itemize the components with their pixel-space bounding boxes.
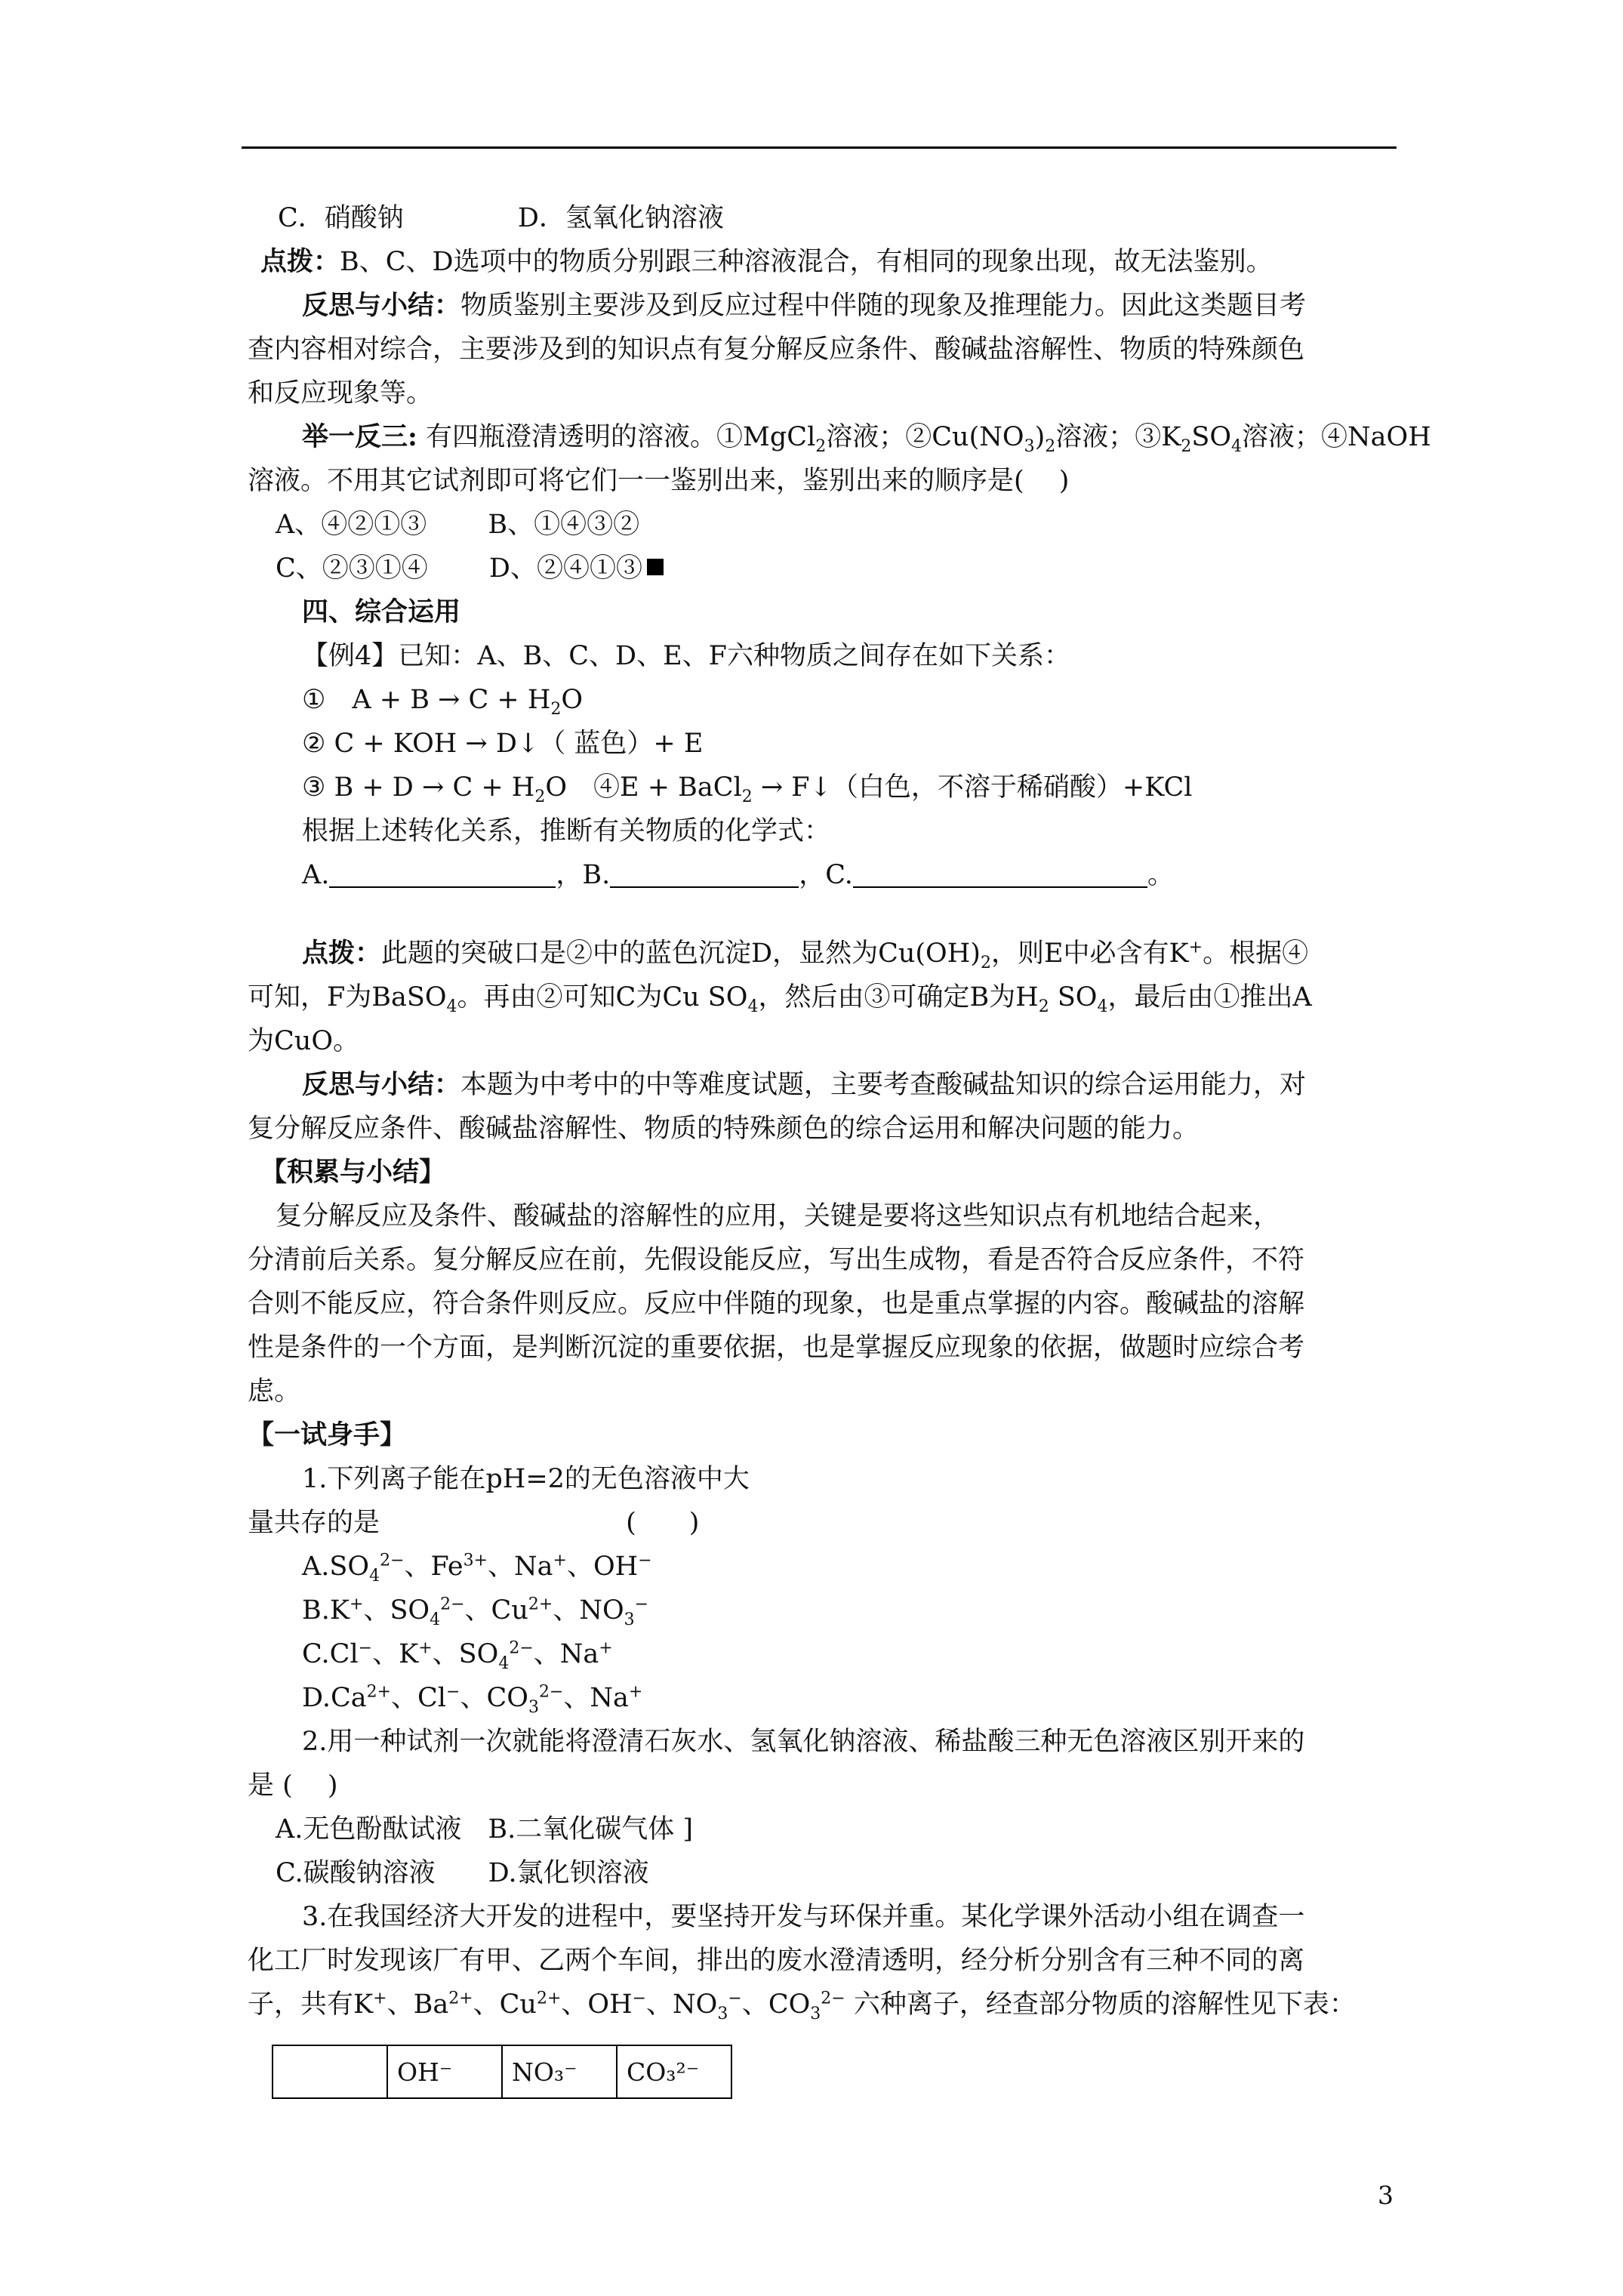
question-2-options-ab: A.无色酚酞试液 B.二氧化碳气体 ] <box>276 1814 694 1845</box>
reflection-2-line-1: 反思与小结：本题为中考中的中等难度试题，主要考查酸碱盐知识的综合运用能力，对 <box>302 1069 1307 1100</box>
question-2-options-cd: C.碳酸钠溶液 D.氯化钡溶液 <box>276 1858 649 1888</box>
example-4-line: 【例4】已知：A、B、C、D、E、F六种物质之间存在如下关系： <box>302 641 1070 671</box>
table-row <box>273 2045 731 2098</box>
header-rule <box>242 146 1397 149</box>
table-header-no3: NO₃⁻ <box>502 2045 617 2098</box>
reflection-2-line-2: 复分解反应条件、酸碱盐溶解性、物质的特殊颜色的综合运用和解决问题的能力。 <box>248 1114 1200 1144</box>
practice-heading: 【一试身手】 <box>248 1419 407 1450</box>
summary-line-4: 性是条件的一个方面，是判断沉淀的重要依据，也是掌握反应现象的依据，做题时应综合考 <box>248 1333 1305 1363</box>
hint-2-line-2: 可知，F为BaSO$_4$。再由②可知C为Cu $SO_4$，然后由③可确定B为$H_2$ $SO_4$，最后由①推出A <box>248 982 1312 1016</box>
question-3-line-3: 子，共有K+、$Ba^{2+}$、$Cu^{2+}$、OH−、$NO_3^-$、$CO_3^{2-}$ 六种离子，经查部分物质的溶解性见下表： <box>248 1989 1356 2023</box>
summary-line-3: 合则不能反应，符合条件则反应。反应中伴随的现象，也是重点掌握的内容。酸碱盐的溶解 <box>248 1289 1305 1319</box>
solubility-table <box>272 2045 732 2099</box>
option-line-cd: C．硝酸钠 D．氢氧化钠溶液 <box>278 203 724 233</box>
exercise-options-cd: C、②③①④ D、②④①③ <box>276 551 664 586</box>
page-number: 3 <box>1378 2180 1394 2210</box>
question-1-option-a: $A.SO_4^{2-}$、$Fe^{3+}$、Na+、OH− <box>302 1551 652 1586</box>
reflection-line-3: 和反应现象等。 <box>248 378 433 408</box>
question-2-line-2: 是 ( ) <box>248 1771 338 1801</box>
exercise-line-2: 溶液。不用其它试剂即可将它们一一鉴别出来，鉴别出来的顺序是( ) <box>248 466 1070 496</box>
hint-2-line-3: 为CuO。 <box>248 1026 360 1056</box>
relation-1: ① $A + B \to C + H_2O$ <box>302 685 584 719</box>
hint-2-line-1: 点拨：此题的突破口是②中的蓝色沉淀D，显然为$Cu(OH)_2$，则E中必含有K+。根据④ <box>302 938 1309 972</box>
section-heading: 四、综合运用 <box>302 596 461 627</box>
question-3-line-2: 化工厂时发现该厂有甲、乙两个车间，排出的废水澄清透明，经分析分别含有三种不同的离 <box>248 1946 1305 1976</box>
relation-2: ② C + KOH → D↓（ 蓝色）+ E <box>302 729 704 759</box>
exercise-line-1: 举一反三: 有四瓶澄清透明的溶液。①MgCl$_2$溶液；$②Cu(NO_3)_2$溶液；$③K_2SO_4$溶液；④NaOH <box>302 421 1431 456</box>
question-2-line-1: 2.用一种试剂一次就能将澄清石灰水、氢氧化钠溶液、稀盐酸三种无色溶液区别开来的 <box>302 1727 1305 1757</box>
answer-blanks: A. ，B. ，C. 。 <box>302 860 1174 890</box>
summary-line-1: 复分解反应及条件、酸碱盐的溶解性的应用，关键是要将这些知识点有机地结合起来， <box>276 1201 1280 1231</box>
summary-line-2: 分清前后关系。复分解反应在前，先假设能反应，写出生成物，看是否符合反应条件，不符 <box>248 1245 1305 1275</box>
exercise-options-ab: A、④②①③ B、①④③② <box>276 510 640 540</box>
table-header-co3: CO₃²⁻ <box>617 2045 731 2098</box>
reflection-line-2: 查内容相对综合，主要涉及到的知识点有复分解反应条件、酸碱盐溶解性、物质的特殊颜色 <box>248 334 1305 365</box>
question-1-line-1: 1.下列离子能在pH=2的无色溶液中大 <box>302 1464 750 1494</box>
reflection-line-1: 反思与小结：物质鉴别主要涉及到反应过程中伴随的现象及推理能力。因此这类题目考 <box>302 290 1307 321</box>
hint-line: 点拨：B、C、D选项中的物质分别跟三种溶液混合，有相同的现象出现，故无法鉴别。 <box>260 246 1273 277</box>
summary-line-5: 虑。 <box>248 1376 301 1407</box>
infer-line: 根据上述转化关系，推断有关物质的化学式： <box>302 816 831 846</box>
end-mark-icon <box>647 559 664 575</box>
question-1-option-c: C.Cl−、K+、$SO_4^{2-}$、Na+ <box>302 1638 613 1673</box>
question-1-option-d: $D.Ca^{2+}$、Cl−、$CO_3^{2-}$、Na+ <box>302 1682 643 1717</box>
table-cell-empty <box>273 2045 387 2098</box>
table-header-oh: OH⁻ <box>387 2045 502 2098</box>
relation-3-4: ③ $B + D \to C + H_2O$ ④E + BaCl$_2$ → F↓（白色，不溶于稀硝酸）+KCl <box>302 772 1193 806</box>
question-1-line-2: 量共存的是 ( ) <box>248 1508 700 1538</box>
summary-heading: 【积累与小结】 <box>260 1157 446 1188</box>
question-1-option-b: B.K+、$SO_4^{2-}$、$Cu^{2+}$、$NO_3^-$ <box>302 1595 649 1629</box>
question-3-line-1: 3.在我国经济大开发的进程中，要坚持开发与环保并重。某化学课外活动小组在调查一 <box>302 1902 1305 1932</box>
